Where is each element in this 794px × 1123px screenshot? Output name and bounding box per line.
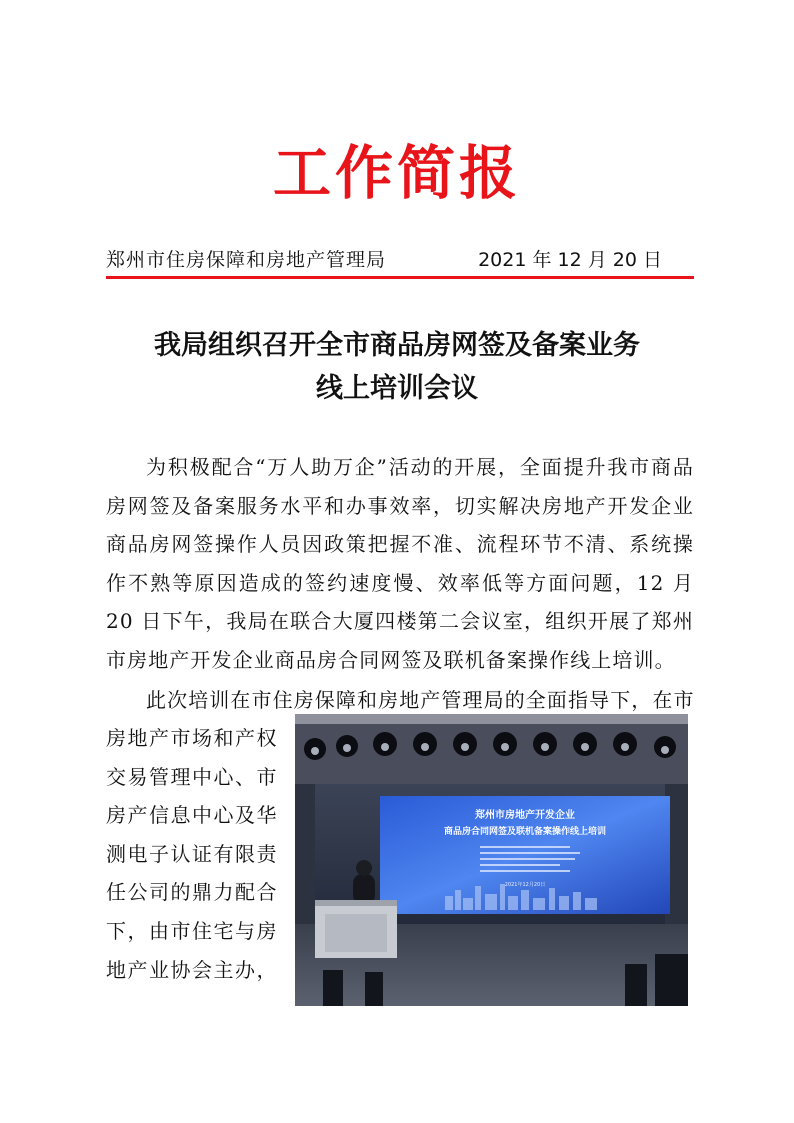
paragraph-2-wrapped-text [106,719,286,989]
paragraph-2-first-line: 此次培训在市住房保障和房地产管理局的全面指导下，在市 [146,688,695,712]
speaker [353,874,375,904]
article-title-line-1: 我局组织召开全市商品房网签及备案业务 [154,330,640,361]
article-title-line-2: 线上培训会议 [316,373,478,404]
wrap-line: 下，由市住宅与房 [106,918,278,943]
article-title [0,324,794,410]
masthead-title: 工作简报 [272,139,521,207]
wrap-line: 房产信息中心及华 [106,803,278,828]
wrap-line: 交易管理中心、市 [106,764,278,789]
screen-title-1: 郑州市房地产开发企业 [475,810,575,821]
wrap-line: 地产业协会主办， [106,957,278,982]
meeting-photo-illustration [295,714,688,1006]
paragraph-1: 为积极配合“万人助万企”活动的开展，全面提升我市商品房网签及备案服务水平和办事效率，切实解决房地产开发企业商品房网签操作人员因政策把握不准、流程环节不清、系统操作不熟等原因造成的签约速度慢、效率低等方面问题，12 月 20 日下午，我局在联合大厦四楼第二会议室，组织开展了郑州市房地产开发企业商品房合同网签及联机备案操作线上培训。 [106,455,694,672]
issuer-date-row [106,246,694,276]
red-divider [106,276,694,279]
screen-title-2: 商品房合同网签及联机备案操作线上培训 [443,827,607,837]
issue-date: 2021 年 12 月 20 日 [478,249,662,271]
meeting-photo [295,714,688,1006]
issuer-name: 郑州市住房保障和房地产管理局 [106,249,387,271]
wrap-line: 测电子认证有限责 [106,841,278,866]
wrap-line: 房地产市场和产权 [106,726,278,750]
wrap-line: 任公司的鼎力配合 [106,880,278,905]
screen-date: 2021年12月20日 [504,882,546,888]
